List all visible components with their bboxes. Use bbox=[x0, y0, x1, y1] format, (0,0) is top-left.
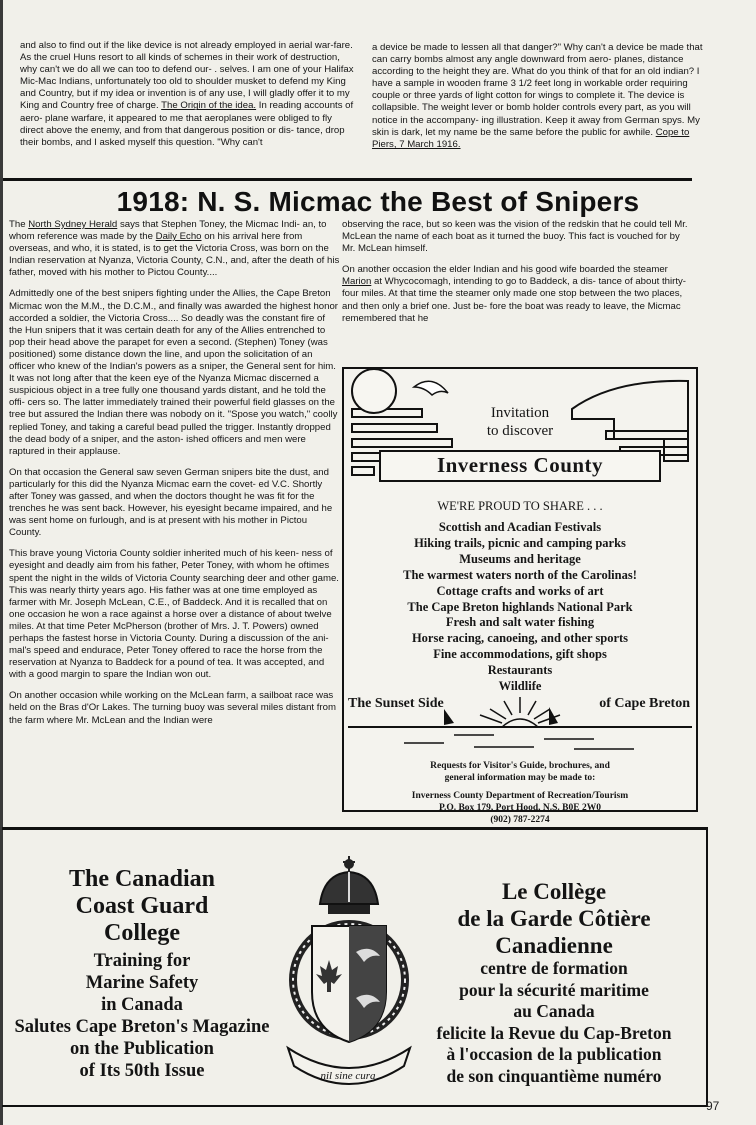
steamer-name: Marion bbox=[342, 276, 372, 288]
top-left-column bbox=[20, 40, 357, 149]
feature-item: Scottish and Acadian Festivals bbox=[438, 520, 602, 534]
english-body: Training for Marine Safety in Canada Salutes Cape Breton's Magazine on the Publication of Its 50th Issue bbox=[14, 951, 270, 1081]
feature-item: Museums and heritage bbox=[459, 552, 581, 566]
coast-guard-crest bbox=[284, 852, 414, 1092]
feature-item: Restaurants bbox=[487, 663, 553, 677]
requests-line-1: Requests for Visitor's Guide, brochures, and bbox=[430, 761, 610, 771]
requests-line-2: general information may be made to: bbox=[444, 773, 596, 783]
newspaper-name: North Sydney Herald bbox=[28, 219, 118, 230]
french-title: Le Collège de la Garde Côtière Canadienne bbox=[457, 879, 651, 958]
feature-item: Fresh and salt water fishing bbox=[445, 615, 595, 629]
invitation-line-1: Invitation bbox=[490, 405, 550, 421]
article-right-paragraph-1: observing the race, but so keen was the vision of the redskin that he could tell Mr. McLean the name of each boat as it turned the buoy. This fact is vouched for by Mr. McLean himself. bbox=[342, 219, 688, 255]
article-paragraph-1: The North Sydney Herald says that Stephen Toney, the Micmac Indi- an, to whom reference was made by the Daily Echo on his arrival here from overseas, and who, it is stated, is to get the Victoria Cross, was born on the Indian reservation at Nyanza, Victoria County, C.N., and, after the death of his father, moved with his mother to Pictou County.... bbox=[9, 219, 340, 279]
article-right-paragraph-2: On another occasion the elder Indian and his good wife boarded the steamer Marion at Whycocomagh, intending to go to Baddeck, a dis- tance of about thirty-four miles. At that time the steamer only made one stop between the two places, and then only a brief one. Just be- fore the boat was ready to leave, the Micmac remembered that he bbox=[342, 264, 686, 324]
crown-icon bbox=[320, 856, 378, 914]
article-paragraph-5: On another occasion while working on the McLean farm, a sailboat race was held on the Bras d'Or Lakes. The turning buoy was several miles distant from the farm where Mr. McLean and the Indian were bbox=[9, 690, 336, 726]
inverness-county-ad bbox=[342, 367, 698, 825]
feature-item: The Cape Breton highlands National Park bbox=[407, 600, 633, 614]
article-right-column bbox=[342, 219, 694, 334]
county-name: Inverness County bbox=[436, 453, 604, 477]
tourism-department: Inverness County Department of Recreation/Tourism bbox=[411, 791, 629, 801]
sailboat-icon bbox=[444, 709, 454, 725]
proud-to-share: WE'RE PROUD TO SHARE . . . bbox=[437, 499, 603, 513]
headline: 1918: N. S. Micmac the Best of Snipers bbox=[116, 186, 640, 217]
feature-item: Fine accommodations, gift shops bbox=[433, 647, 607, 661]
feature-item: Horse racing, canoeing, and other sports bbox=[411, 631, 629, 645]
french-body: centre de formation pour la sécurité maritime au Canada felicite la Revue du Cap-Breton à l'occasion de la publication de son cinquantième numéro bbox=[436, 958, 672, 1086]
cape-breton-text: of Cape Breton bbox=[599, 696, 690, 711]
top-right-source: Cope to Piers, 7 March 1916. bbox=[372, 126, 690, 150]
coast-guard-ad bbox=[2, 827, 708, 1107]
tourism-phone: (902) 787-2274 bbox=[490, 815, 550, 825]
feature-item: Hiking trails, picnic and camping parks bbox=[414, 536, 626, 550]
feature-item: Wildlife bbox=[498, 679, 542, 693]
top-left-source: The Origin of the idea. bbox=[161, 100, 257, 112]
gull-icon bbox=[414, 381, 448, 395]
english-title: The Canadian Coast Guard College bbox=[68, 866, 216, 946]
step-bar bbox=[352, 439, 452, 447]
crest-motto: nil sine cura bbox=[320, 1070, 376, 1082]
article-left-column bbox=[9, 219, 340, 736]
headline-top-rule bbox=[0, 178, 692, 181]
sunset-side-text: The Sunset Side bbox=[348, 696, 444, 711]
invitation-line-2: to discover bbox=[486, 423, 554, 439]
top-right-column bbox=[372, 42, 712, 151]
newspaper-name-2: Daily Echo bbox=[155, 231, 202, 243]
feature-item: Cottage crafts and works of art bbox=[436, 584, 604, 598]
article-paragraph-2: Admittedly one of the best snipers fighting under the Allies, the Cape Breton Micmac won the M.M., the D.C.M., and finally was awarded the highest honor accorded a soldier, the Victoria Cross.... So deadly was the constant fire of the Hun snipers that it was certain death for any of the Allies entrenched to pop their head above the parapet for even a second. (Stephen) Toney (was positioned) some distance down the line, and upon the solicitation of an officer who knew of the Indian's powers as a sniper, the General sent for him. It was not long after that the keen eye of the Nyanza Micmac discerned a suspicious object in a tree fully one thousand yards distant, and he told the offi- cers so. The latter immediately trained their powerful field glasses on the tree but assured the Indian there was nobody on it. "Spose you watch," coolly replied Toney, and taking a careful bead pulled the trigger. Instantly dropped the dead body of a sniper, and the aston- ished officers and men were raptured in their applause. bbox=[9, 288, 338, 457]
page-number: 97 bbox=[706, 1099, 720, 1113]
top-right-paragraph: a device be made to lessen all that danger?" Why can't a device be made that can carry bombs almost any angle downward from aero- planes, distance according to the height they are. What do you think of that for an old indian? I have a sample in wooden frame 3 1/2 feet long in workable order requiring couple or three yards of light cotton for wings to complete it. The device is collapsible. The weight lever or bomb holder controls every part, as you will notice in the accompany- ing illustration. Keep it away from German spys. My skin is dark, let my name be the same before the public for awhile. bbox=[372, 42, 703, 138]
article-paragraph-4: This brave young Victoria County soldier inherited much of his keen- ness of eyesight and deadly aim from his father, Peter Toney, with whom he oftimes spent the night in the wilds of Victoria County searching deer and other game. This was nearly thirty years ago. His father was at one time employed as farmer with Mr. Joseph McLean, C.E., of Baddeck. And it is recalled that on one occasion he won a race against a horse over a distance of about twelve miles. At that time Peter McPherson (brother of Mrs. J. T. Powers) owned perhaps the fastest horse in Victoria County. During a discussion of the ani- mal's speed and endurace, Peter Toney offered to race the horse from the reservation at Nyanza to Baddeck for a pound of tea. It was accepted, and with a good margin to spare the Indian won out. bbox=[9, 548, 339, 681]
article-paragraph-3: On that occasion the General saw seven German snipers bite the dust, and particularly for this did the Nyanza Micmac earn the covet- ed V.C. Shortly after Toney was gassed, and when the doctors thought he was fit for the trenches he was sent back. However, his eyesight became impaired, and he was sent home on furlough, and is at present with his mother in Pictou County. bbox=[9, 466, 333, 539]
tourism-address: P.O. Box 179, Port Hood, N.S. B0E 2W0 bbox=[439, 803, 601, 813]
top-left-paragraph-b: In reading accounts of aero- plane warfare, it appeared to me that aeroplanes were obliged to fly direct above the enemy, and from that dangerous position or dis- tance, drop their bombs, and I asked myself this question. "Why can't bbox=[20, 100, 354, 148]
top-left-paragraph: and also to find out if the like device is not already employed in aerial war-fare. As the cruel Huns resort to all kinds of schemes in their work of destruction, why can't we do all we can too to defend our- . selves. I am one of your Halifax Mic-Mac Indians, unfortunately too old to shoulder musket to defend my King and Country, but if my idea or invention is of any use, I will gladly offer it to my King and Country free of charge. bbox=[20, 40, 354, 112]
feature-item: The warmest waters north of the Carolinas! bbox=[403, 568, 637, 582]
